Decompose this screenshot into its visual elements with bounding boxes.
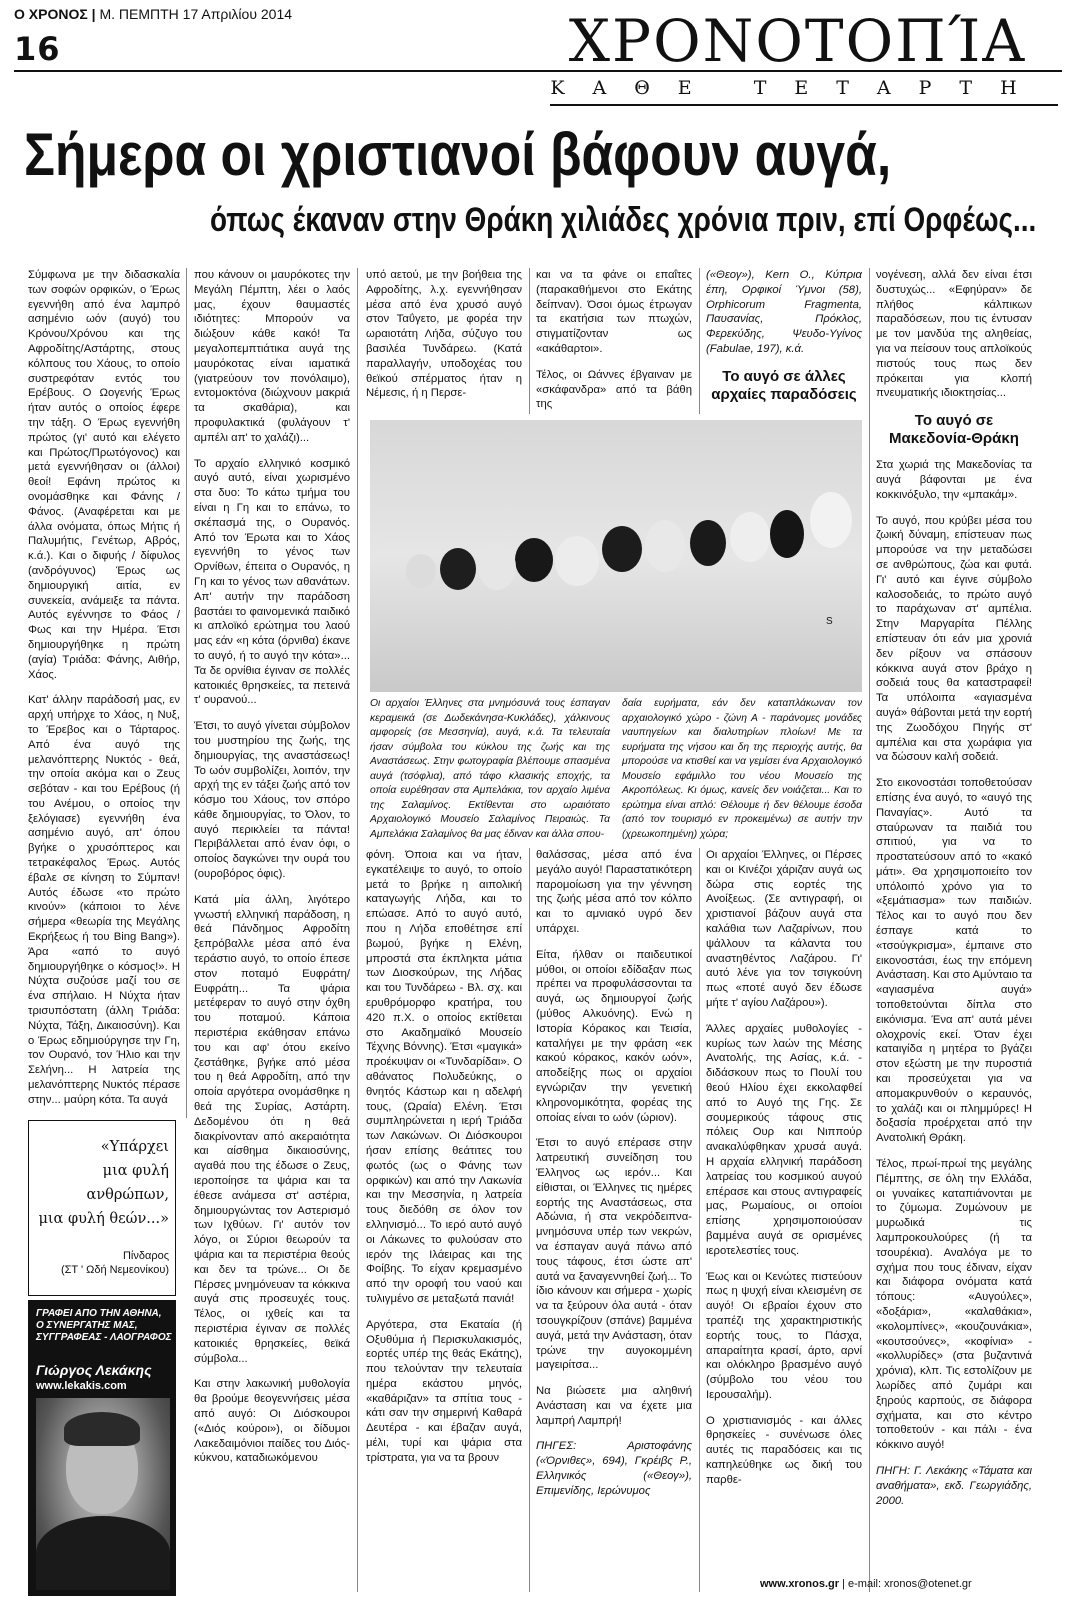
issue-date: Μ. ΠΕΜΠΤΗ 17 Απριλίου 2014 bbox=[99, 6, 293, 22]
footer-site-link[interactable]: www.xronos.gr bbox=[760, 1578, 840, 1590]
paragraph: Έτσι, το αυγό γίνεται σύμβολον του μυστηρίου της ζωής, της δημιουργίας, της αναστάσεως! Το ωόν συμβολίζει, λοιπόν, την αρχή της εν τάξει ζωής από τον κόσμο του Χάους, τον σπόρο κάθε δημιουργίας, το Όλον, το αυγό περικλείει τα πάντα! Περιβάλλεται από έναν όφι, ο οποίος δαγκώνει την ουρά του (ουροβόρος όφις). bbox=[194, 720, 350, 881]
paragraph: Τέλος, πρωί-πρωί της μεγάλης Πέμπτης, σε όλη την Ελλάδα, οι γυναίκες καταπιάνονται με το ζύμωμα. Ζυμώνουν με μυρωδικά τις λαμπροκουλούρες (ή τα τσουρέκια). Αναλόγα με το σχήμα που τους έδιναν, είχαν και διάφορα ονόματα κατά τόπους: «Αυγούλες», «δοξάρια», «καλαθάκια», «κολομπίνες», «κουζουνάκια», «κουτσούνες», «κοφίνια» - «κολλυρίδες» (στα βυζαντινά χρόνια), κλπ. Τις εστολίζουν με λωρίδες από ζυμάρι και ξηρούς καρπούς, σε διάφορα σχήματα, και στο κέντρο τοποθετούν - και πάλι - ένα κόκκινο αυγό! bbox=[876, 1158, 1032, 1452]
egg-shell bbox=[515, 538, 553, 582]
quote-source bbox=[29, 1249, 169, 1277]
subheading-macedonia-thrace: Το αυγό σε Μακεδονία-Θράκη bbox=[889, 412, 1019, 448]
paragraph: Είτα, ήλθαν οι παιδευτικοί μύθοι, οι οποίοι εδίδαξαν πως πρέπει να προφυλάσσονται τα αυγά, ως δημιουργοί ζωής (μύθος Αλκυόνης). Ενώ η Ιστορία Κόρακος και Τεισία, καταλήγει με την φράση «εκ κακού κόρακος, κακόν ωόν», αποδείξης πως οι αρχαίοι εγνώριζαν την γενετική κληρονομικότητα, φορέας της οποίας είναι το ωόν (ώριον). bbox=[536, 948, 692, 1124]
paragraph: Και στην λακωνική μυθολογία θα βρούμε θεογεννήσεις μέσα από αυγό: Οι Διόσκουροι («Διός κούροι»), οι δίδυμοι Λακεδαιμόνιοι παίδες του Διός-κύκνου, καταδιωκόμενου bbox=[194, 1378, 350, 1465]
quote-author: Πίνδαρος bbox=[122, 1250, 169, 1262]
paragraph: φόνη. Όποια και να ήταν, εγκατέλειψε το αυγό, το οποίο μετά το βρήκε η αιπολική καταγωγής Λήδα, και το επώασε. Από το αυγό αυτό, που η Λήδα εποθέτησε επί βωμού, βγήκε η Ελένη, μπροστά στα έκπληκτα μάτια των Διοσκούρων, της Λήδας και του Τυνδάρεω - Βλ. σχ. και ερυθρόμορφο κρατήρα, του 420 π.Χ. ο οποίος εκτίθεται στο Ακαδημαϊκό Μουσείο Τέχνης Βόννης). Έτσι «μαγικά» προέκυψαν οι «Τυνδαρίδαι». Ο αθάνατος Πολυδεύκης, ο θνητός Κάστωρ και η αδελφή τους, (Ωραία) Ελένη. Έτσι συμπληρώνεται η ιερή Τριάδα των Λακώνων. Οι Διόσκουροι ήσαν επίσης θεάτιτες του φωτός (ως ο Φάνης των ορφικών) και από την Λακωνία και την Μεσσηνία, η λατρεία τους διεδόθη σε όλον τον ελληνισμό... Το ιερό αυτό αυγό οι Λάκωνες το φυλούσαν στο ιερόν της Ιλάειρας και της Φοίβης. Το είχαν κρεμασμένο από την οροφή του ναού και τυλιγμένο σε μεταξωτά πανιά! bbox=[366, 849, 522, 1305]
egg-shell bbox=[406, 554, 436, 588]
egg-shell bbox=[770, 510, 804, 558]
paragraph: που κάνουν οι μαυρόκοτες την Μεγάλη Πέμπτη, λέει ο λαός μας, έχουν θαυμαστές ιδιότητες: Μπορούν να διώξουν κάθε κακό! Τα μεγαλοπεμπτιάτικα αυγά της μαυρόκοτας είναι ιαματικά (γιατρεύουν τον πονόλαιμο), εντομοκτόνα (διώχνουν μακριά τα σκαθάρια), και προφυλακτικά (φυλάγουν τ' αμπέλι απ' το χαλάζι)... bbox=[194, 269, 350, 444]
quote-line: μια φυλή θεών...» bbox=[38, 1211, 169, 1227]
egg-shell bbox=[690, 520, 726, 566]
paragraph: Στο εικονοστάσι τοποθετούσαν επίσης ένα αυγό, το «αυγό της Παναγίας». Αυτό τα σταύρωναν τα παιδιά του σπιτιού, για να το προστατεύσουν από το «κακό μάτι». Θα χρησιμοποιείτο τον υπόλοιπό χρόνο για το «ξεμάτιασμα» των παιδιών. Τέλος και το αυγό που δεν έσπαγε κατά το «τσούγκρισμα», έμπαινε στο εικονοστάσι, έως την επόμενη Ανάσταση. Και στο Αμύνταιο τα «αγιασμένα αυγά» τοποθετούνται δίπλα στο εικόνισμα. Ένα απ' αυτά μένει ολοχρονίς εκεί. Όταν έχει καταιγίδα η μητέρα το βγάζει στον εξώστη με την πυροστιά και προσεύχεται για να απομακρυνθούν ο κεραυνός, το χαλάζι και οι πλημμύρες! Η δοξασία προέρχεται από την Ανατολική Θράκη. bbox=[876, 777, 1032, 1145]
eggshells-photo bbox=[370, 420, 862, 692]
author-box bbox=[28, 1300, 176, 1596]
pull-quote bbox=[33, 1135, 169, 1231]
egg-shell bbox=[730, 512, 770, 562]
author-name: Γιώργος Λεκάκης bbox=[36, 1362, 152, 1378]
paragraph: και να τα φάνε οι επαΐτες (παρακαθήμενοι στο Εκάτης δείπναν). Όσοι όμως έτρωγαν τα εκατήσια των πτωχών, στιγματίζονταν ως «ακάθαρτοι». bbox=[536, 269, 692, 355]
paragraph: Έτσι το αυγό επέρασε στην λατρευτική συνείδηση του Έλληνος ως ιερόν... Και είθισται, οι Έλληνες τις ημέρες εορτής της Αναστάσεως, στα Αδώνια, ή στα νεκρόδειπνα-μνημόσυνα υπέρ των νεκρών, να έσπαγαν αυγά πάνω από τους τάφους, έτσι ώστε απ' αυτά να ξαναγεννηθεί ζωή... Το ίδιο κάνουν και σήμερα - χωρίς να τα ξεύρουν όλα αυτά - όταν τσουγκρίζουν (σπάνε) βαμμένα αυγά, μετά την Ανάσταση, όταν τρώνε την αυγοκομμένη μαγειρίτσα... bbox=[536, 1137, 692, 1372]
paragraph: Το αρχαίο ελληνικό κοσμικό αυγό αυτό, είναι χωρισμένο στα δυο: Το κάτω τμήμα του είναι η Γη και το επάνω, το σκέπασμά της, ο Ουρανός. Από τον Έρωτα και το Χάος εγεννήθη το γένος των Ορνίθων, έπειτα ο Ουρανός, η Γη και το γένος των αθανάτων. Απ' αυτήν την παράδοση βαστάει το φαινομενικά παιδικό κι απλοϊκό ερώτημα του λαού μας εάν «η κότα (όρνιθα) έκανε το αυγό, ή το αυγό την κότα»... Τα δε ορνίθια έγιναν σε πολλές κατοικιές θρησκείες, τα πετεινά τ' ουρανού... bbox=[194, 457, 350, 707]
caption-right: δαία ευρήματα, εάν δεν καταπλάκωναν τον αρχαιολογικό χώρο - ζώνη Α - παράνομες μονάδες ναυπηγείων και διαλυτηρίων πλοίων! Με τα ευρήματα της νήσου και δη της περιοχής αυτής, θα μπορούσε να κτισθεί και να γεμίσει ένα Αρχαιολογικό Μουσείο εφάμιλλο του νέου Μουσείο της Ακροπόλεως. Κι όμως, κανείς δεν νοιάζεται... Και το ερώτημα είναι απλό: Θέλουμε ή δεν θέλουμε έσοδα (από τον τουρισμό εν προκειμένω) σε αυτήν την (χρεωκοπημένη) χώρα; bbox=[622, 698, 862, 840]
page-number: 16 bbox=[14, 30, 61, 68]
paragraph: Κατά μία άλλη, λιγότερο γνωστή ελληνική παράδοση, η θεά Πάνδημος Αφροδίτη ξεπρόβαλλε μέσα από ένα τεράστιο αυγό, το οποίο έπεσε στον ποταμό Ευφράτη/Ευφράτη... Τα ψάρια μετέφεραν το αυγό στην όχθη του ποταμού. Κάποια περιστέρια εκάθησαν επάνω του και αφ' ότου εκείνο ζεστάθηκε, βγήκε από μέσα του η θεά Αφροδίτη, από την οποία αργότερα ονομάσθηκε η θεά της Συρίας, Αστάρτη. Δεδομένου ότι η θεά διακρίνονταν από ακεραιότητα και αίσθημα δικαιοσύνης, αγαθά που της έδωσε ο Ζευς, ιεροποίησε τα ψάρια και τα έθεσε ανάμεσα στ' αστέρια, δημιουργώντας τον Αστερισμό των Ιχθύων. Γι' αυτόν τον λόγο, οι Σύριοι θεωρούν τα ψάρια και τα περιστέρια θεούς και δεν τα τρώνε... Οι δε Πέρσες μνημόνευαν τα κόκκινα αυγά στις προσευχές τους. Τέλος, οι ιχθείς και τα περιστέρια έγιναν σε πολλές κατοικιές θρησκείες, θεϊκά σύμβολα... bbox=[194, 893, 350, 1365]
paragraph: Άλλες αρχαίες μυθολογίες - κυρίως των λαών της Μέσης Ανατολής, της Ασίας, κ.ά. - διδάσκουν πως το Πουλί του θεού Ηλίου έχει εκκολαφθεί από το Αυγό της Γης. Σε σουμερικούς τάφους στις πόλεις Ουρ και Νιππούρ ανακαλύφθηκαν χρυσά αυγά. Η αρχαία ελληνική παράδοση λατρείας του κοσμικού αυγού επέρασε και στους αντιγραφείς μας, Ρωμαίους, οι οποίοι επίσης χρησιμοποιούσαν βαμμένα αυγά σε ορισμένες ιεροτελεστίες τους. bbox=[706, 1022, 862, 1257]
paragraph: νογένεση, αλλά δεν είναι έτσι δυστυχώς... «Εφηύραν» δε πλήθος κάλπικων παραδόσεων, που τις έντυσαν με τον μανδύα της αληθείας, για να πείσουν τους απλοϊκούς πιστούς τους πως δεν πρόκειται για κλοπή πνευματικής ιδιοκτησίας... bbox=[876, 269, 1032, 400]
article-column-4-top bbox=[536, 268, 692, 414]
author-website-link[interactable]: www.lekakis.com bbox=[36, 1380, 127, 1392]
article-column-2 bbox=[194, 268, 350, 1592]
subheading-other-traditions: Το αυγό σε άλλες αρχαίες παραδόσεις bbox=[711, 367, 857, 403]
headline: Σήμερα οι χριστιανοί βάφουν αυγά, bbox=[24, 121, 892, 188]
paragraph: Σύμφωνα με την διδασκαλία των σοφών ορφικών, ο Έρως εγεννήθη από ένα λαμπρό ασημένιο ωόν (αυγό) του Κρόνου/Χρόνου και της Αφροδίτης/Αστάρτης, στους κόλπους του Χάους, το οποίο συστρεφόταν εντός του Ερέβους. Ο Ωογενής Έρως ήταν αυτός ο οποίος έφερε την τάξη. Ο Έρως εγεννήθη πρώτος (γι' αυτό και ελέγετο και Πρώτος/Πρωτόγονος) και μετά εγεννήθησαν οι (άλλοι) θεοί! Εφάνη πρώτος κι ονομάσθηκε και Φάνης / Φάνος. (Αναφέρεται και με άλλα ονόματα, όπως Μήτις ή Παλυμήτις, Γενέτωρ, Αβρός, κ.ά.). Και ο διφυής / δίφυλος (ανδρόγυνος) Έρως ως δημιουργική αιτία, εν συνεκεία, ανάμειξε τα πάντα. Αυτός εγέννησε το Φάος / Φως και την Ημέρα. Έτσι δημιουργήθηκε η πρώτη (αγία) Τριάδα: Φάνης, Αιθήρ, Χάος. bbox=[28, 269, 180, 681]
section-rule bbox=[550, 104, 1058, 106]
masthead-line bbox=[14, 6, 292, 22]
paragraph: Έως και οι Κενώτες πιστεύουν πως η ψυχή είναι κλεισμένη σε αυγό! Οι εβραίοι έχουν στο τραπέζι της χαρακτηριστικής εορτής τους, το Πάσχα, απαραίτητα κρασί, άρτο, αρνί και ολόκληρο βρασμένο αυγό (σύμβολο του νέου του Ιερουσαλήμ). bbox=[706, 1270, 862, 1401]
egg-shell bbox=[478, 544, 516, 590]
author-label: ΓΡΑΦΕΙ ΑΠΟ ΤΗΝ ΑΘΗΝΑ, Ο ΣΥΝΕΡΓΑΤΗΣ ΜΑΣ, ΣΥΓΓΡΑΦΕΑΣ - ΛΑΟΓΡΑΦΟΣ bbox=[36, 1308, 172, 1343]
photo-marker: S bbox=[826, 616, 833, 627]
column-rule bbox=[699, 268, 700, 414]
column-rule bbox=[357, 268, 358, 1592]
column-rule bbox=[529, 848, 530, 1592]
egg-shell bbox=[602, 526, 642, 572]
source-note: ΠΗΓΗ: Γ. Λεκάκης «Τάματα και αναθήματα», εκδ. Γεωργιάδης, 2000. bbox=[876, 1464, 1032, 1507]
paragraph: θαλάσσας, μέσα από ένα μεγάλο αυγό! Παραστατικότερη παρομοίωση για την γέννηση της ζωής μέσα από τον κόλπο και το αμνιακό υγρό δεν υπάρχει. bbox=[536, 849, 692, 935]
photo-caption bbox=[370, 697, 862, 840]
author-portrait bbox=[36, 1398, 170, 1590]
egg-shell bbox=[810, 492, 852, 548]
column-rule bbox=[869, 268, 870, 1592]
article-column-3-bottom bbox=[366, 848, 522, 1592]
article-column-4-bottom bbox=[536, 848, 692, 1592]
section-subtitle: ΚΑΘΕ ΤΕΤΑΡΤΗ bbox=[550, 77, 1045, 99]
footer-email[interactable]: | e-mail: xronos@otenet.gr bbox=[842, 1578, 972, 1590]
paragraph: Κατ' άλλην παράδοσή μας, εν αρχή υπήρχε το Χάος, η Νυξ, το Έρεβος και ο Τάρταρος. Από ένα αυγό της μελανόπτερης Νυκτός - θεά, την οποία ακόμα και ο Ζευς σεβόταν - και του Ερέβους (ή του Ανέμου, ο οποίος την ξελόγιασε) εγεννήθη ένα ασημένιο αυγό, απ' όπου βγήκε ο χρυσόπτερος και τετρακέφαλος Έρως. Αυτός έβαλε σε κίνηση το Σύμπαν! Αυτός έδωσε «το πρώτο κινούν» (κάποιοι το λένε σήμερα «θεωρία της Μεγάλης Εκρήξεως ή του Bing Bang»). Άρα «από το αυγό δημιουργήθηκε ο κόσμος!». Η Νύχτα συζούσε μαζί του σε ένα σπήλαιο. Η Νύχτα ήταν τρισυπόστατη (άλλη Τριάδα: Νύχτα, Τάξη, Δικαιοσύνη). Και ο Έρως εδημιούργησε την Γη, τον Ουρανό, τον Ήλιο και την Σελήνη... Η λατρεία της μελανόπτερης Νυκτός πέρασε στην... μαύρη κότα. Τα αυγά bbox=[28, 694, 180, 1106]
paragraph: («Θεογ»), Kern O., Κύπρια έπη, Ορφικοί Ύμνοι (58), Orphicorum Fragmenta, Παυσανίας, Πρόκλος, Φερεκύδης, Ψευδο-Υγίνος (Fabulae, 197), κ.ά. bbox=[706, 269, 862, 355]
paragraph: Οι αρχαίοι Έλληνες, οι Πέρσες και οι Κινέζοι χάριζαν αυγά ως δώρα στις εορτές της Ανοίξεως. (Σε αντιγραφή, οι χριστιανοί βάζουν αυγά στα καλάθια των Λαζαρίνων, που ψάλλουν τα κάλαντα του αναστηθέντος Λαζάρου. Γι' αυτό λένε για τον τσιγκούνη πως «ποτέ αυγό δεν έδωσε μήτε τ' αγίου Λαζάρου»). bbox=[706, 849, 862, 1009]
portrait-shoulders bbox=[36, 1516, 170, 1590]
article-column-6 bbox=[876, 268, 1032, 1592]
footer bbox=[760, 1578, 972, 1590]
paragraph: Τέλος, οι Ωάννες έβγαιναν με «σκάφανδρα» από τα βάθη της bbox=[536, 368, 692, 411]
column-rule bbox=[186, 268, 187, 1118]
article-column-5-top bbox=[706, 268, 862, 414]
egg-shell bbox=[555, 536, 599, 586]
pull-quote-box bbox=[28, 1120, 176, 1296]
portrait-hair bbox=[64, 1412, 140, 1446]
sources-note: ΠΗΓΕΣ: Αριστοφάνης («Όρνιθες», 694), Γκρέιβς Ρ., Ελληνικός («Θεογ»), Επιμενίδης, Ιερώνυμος bbox=[536, 1440, 692, 1497]
egg-shell bbox=[645, 520, 685, 572]
paper-name: Ο ΧΡΟΝΟΣ bbox=[14, 6, 88, 22]
caption-left: Οι αρχαίοι Έλληνες στα μνημόσυνά τους έσπαγαν κεραμεικά (σε Δωδεκάνησα-Κυκλάδες), χάλκινους αμφορείς (σε Μεσσηνία), αυγά, κ.ά. Τα τελευταία ήσαν σύμβολα του κύκλου της ζωής και της Αναστάσεως. Στην φωτογραφία βλέπουμε σπασμένα αυγά (τσόφλια), από τάφο κλασικής εποχής, τα οποία ευρέθησαν στα Αμπελάκια, τον αρχαίο λιμένα της Σαλαμίνος. Εκτίθενται στο ωραιότατο Αρχαιολογικό Μουσείο Σαλαμίνος Πειραιώς. Τα Αμπελάκια Σαλαμίνος θα μας έδιναν και άλλα σπου- bbox=[370, 698, 610, 840]
quote-line: μια φυλή bbox=[102, 1163, 169, 1179]
article-column-5-bottom bbox=[706, 848, 862, 1592]
masthead-separator: | bbox=[91, 6, 96, 22]
egg-shell bbox=[440, 548, 476, 590]
paragraph: Να βιώσετε μια αληθινή Ανάσταση και να έχετε μια λαμπρή Λαμπρή! bbox=[536, 1385, 692, 1427]
paragraph: Αργότερα, στα Εκαταία (ή Οξυθύμια ή Περισκυλακισμός, εορτές υπέρ της θεάς Εκάτης), που τελούνταν την τελευταία ημέρα εκάστου μηνός, «καθάριζαν» τα σπίτια τους - κάτι σαν την σημερινή Καθαρά Δευτέρα - και έβαζαν αυγά, μέλι, τυρί και ψάρια στα τρίστρατα, για να τα βρουν bbox=[366, 1318, 522, 1464]
column-rule bbox=[529, 268, 530, 414]
subheadline: όπως έκαναν στην Θράκη χιλιάδες χρόνια πριν, επί Ορφέως... bbox=[210, 201, 1037, 239]
article-column-1 bbox=[28, 268, 180, 1118]
article-column-3-top bbox=[366, 268, 522, 414]
paragraph: υπό αετού, με την βοήθεια της Αφροδίτης, λ.χ. εγεννήθησαν μέσα από ένα χρυσό αυγό στον Ταΰγετο, με φορέα την ωραιοτάτη Λήδα, σύζυγο του βασιλέα Τυνδάρεω. (Κατά παραλλαγήν, υποδοχέας του θεϊκού σπέρματος ήταν η Νέμεσις, ή η Περσε- bbox=[366, 269, 522, 400]
paragraph: Στα χωριά της Μακεδονίας τα αυγά βάφονται με ένα κοκκινόξυλο, την «μπακάμ». bbox=[876, 459, 1032, 501]
column-rule bbox=[699, 848, 700, 1592]
section-title: ΧΡΟΝΟΤΟΠΊΑ bbox=[568, 7, 1027, 75]
quote-work: (ΣΤ ' Ωδή Νεμεονίκου) bbox=[60, 1264, 169, 1276]
paragraph: Το αυγό, που κρύβει μέσα του ζωική δύναμη, επίστευαν πως μπορούσε να την μεταδώσει σε ανθρώπους, ζώα και φυτά. Γι' αυτό και έγινε σύμβολο καλοσοδειάς, το πρώτο αυγό το παράχωναν στ' αμπέλια. Στην Μαργαρίτα Πέλλης επίστευαν ότι εάν μια χρονιά δεν ρίξουν να σπάσουν κόκκινα αυγά στον βράχο η σοδειά τους θα καταστραφεί! Τα υπόλοιπα «αγιασμένα αυγά» θάβονται μετά την εορτή της Ζωοδόχου Πηγής στ' αμπέλια και στα χωράφια για να δώσουν καλή σοδειά. bbox=[876, 514, 1032, 764]
paragraph: Ο χριστιανισμός - και άλλες θρησκείες - συνένωσε όλες αυτές τις παραδόσεις και τις καπηλεύθηκε ως δική του παρθε- bbox=[706, 1414, 862, 1486]
quote-line: ανθρώπων, bbox=[86, 1187, 169, 1203]
quote-line: «Υπάρχει bbox=[100, 1139, 169, 1155]
